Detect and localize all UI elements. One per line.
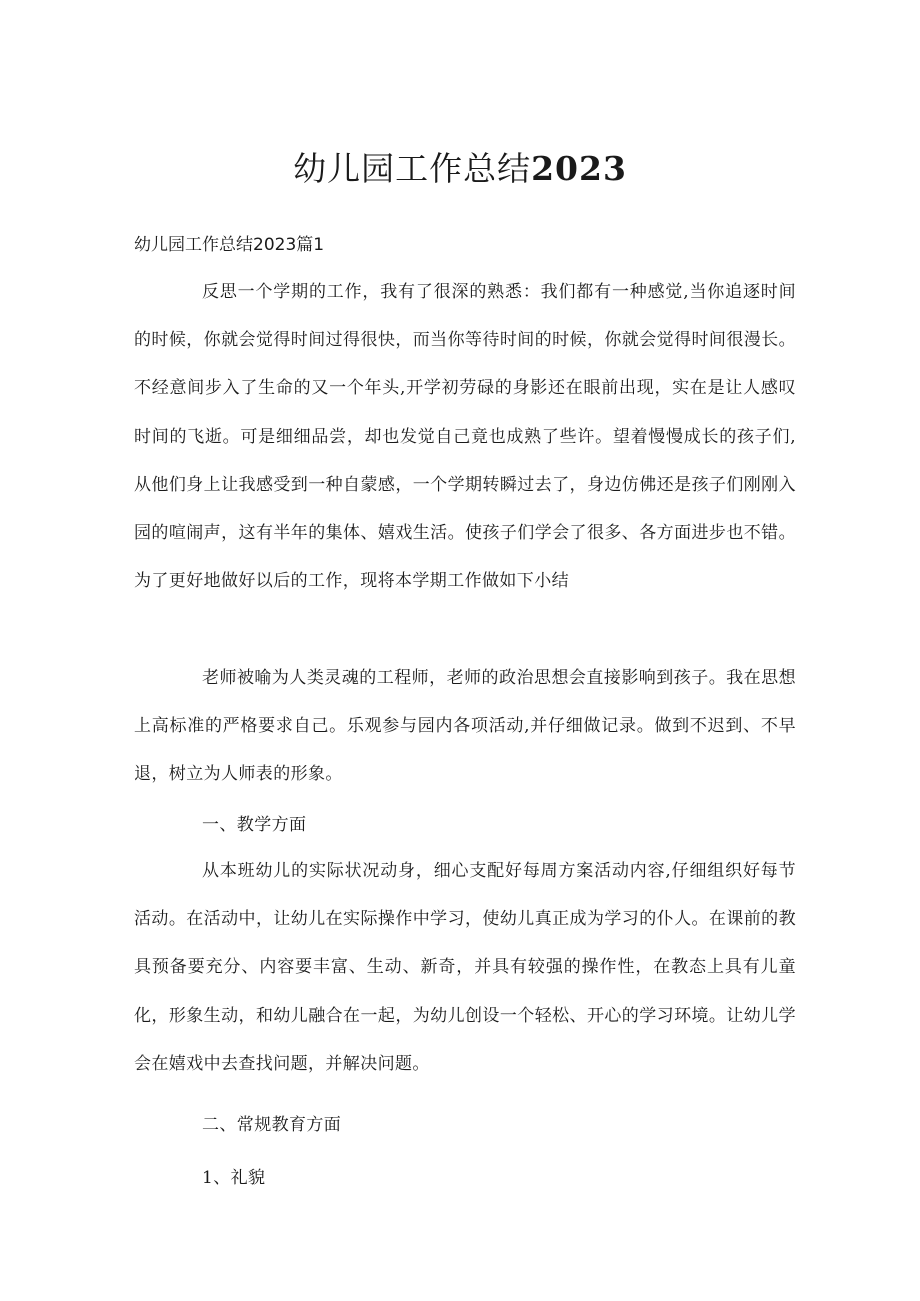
document-title <box>0 145 920 193</box>
paragraph-teaching: 从本班幼儿的实际状况动身，细心支配好每周方案活动内容,仔细组织好每节活动。在活动中，让幼儿在实际操作中学习，使幼儿真正成为学习的仆人。在课前的教具预备要充分、内容要丰富、生动、新奇，并具有较强的操作性，在教态上具有儿童化，形象生动，和幼儿融合在一起，为幼儿创设一个轻松、开心的学习环境。让幼儿学会在嬉戏中去查找问题，并解决问题。 <box>134 861 796 1074</box>
paragraph-reflection: 反思一个学期的工作，我有了很深的熟悉：我们都有一种感觉,当你追逐时间的时候，你就会觉得时间过得很快，而当你等待时间的时候，你就会觉得时间很漫长。不经意间步入了生命的又一个年头,开学初劳碌的身影还在眼前出现，实在是让人感叹时间的飞逝。可是细细品尝，却也发觉自己竟也成熟了些许。望着慢慢成长的孩子们,从他们身上让我感受到一种自蒙感，一个学期转瞬过去了，身边仿佛还是孩子们刚刚入园的喧闹声，这有半年的集体、嬉戏生活。使孩子们学会了很多、各方面进步也不错。为了更好地做好以后的工作，现将本学期工作做如下小结 <box>134 282 796 592</box>
heading-courtesy: 1、礼貌 <box>202 1168 266 1188</box>
section-subtitle: 幼儿园工作总结2023篇1 <box>134 235 325 255</box>
paragraph-teacher-ethics: 老师被喻为人类灵魂的工程师，老师的政治思想会直接影响到孩子。我在思想上高标准的严格要求自己。乐观参与园内各项活动,并仔细做记录。做到不迟到、不早退，树立为人师表的形象。 <box>134 668 796 785</box>
heading-routine-education: 二、常规教育方面 <box>202 1115 342 1135</box>
title-year: 2023 <box>531 149 627 188</box>
heading-teaching: 一、教学方面 <box>202 815 307 835</box>
title-text: 幼儿园工作总结 <box>293 149 532 188</box>
